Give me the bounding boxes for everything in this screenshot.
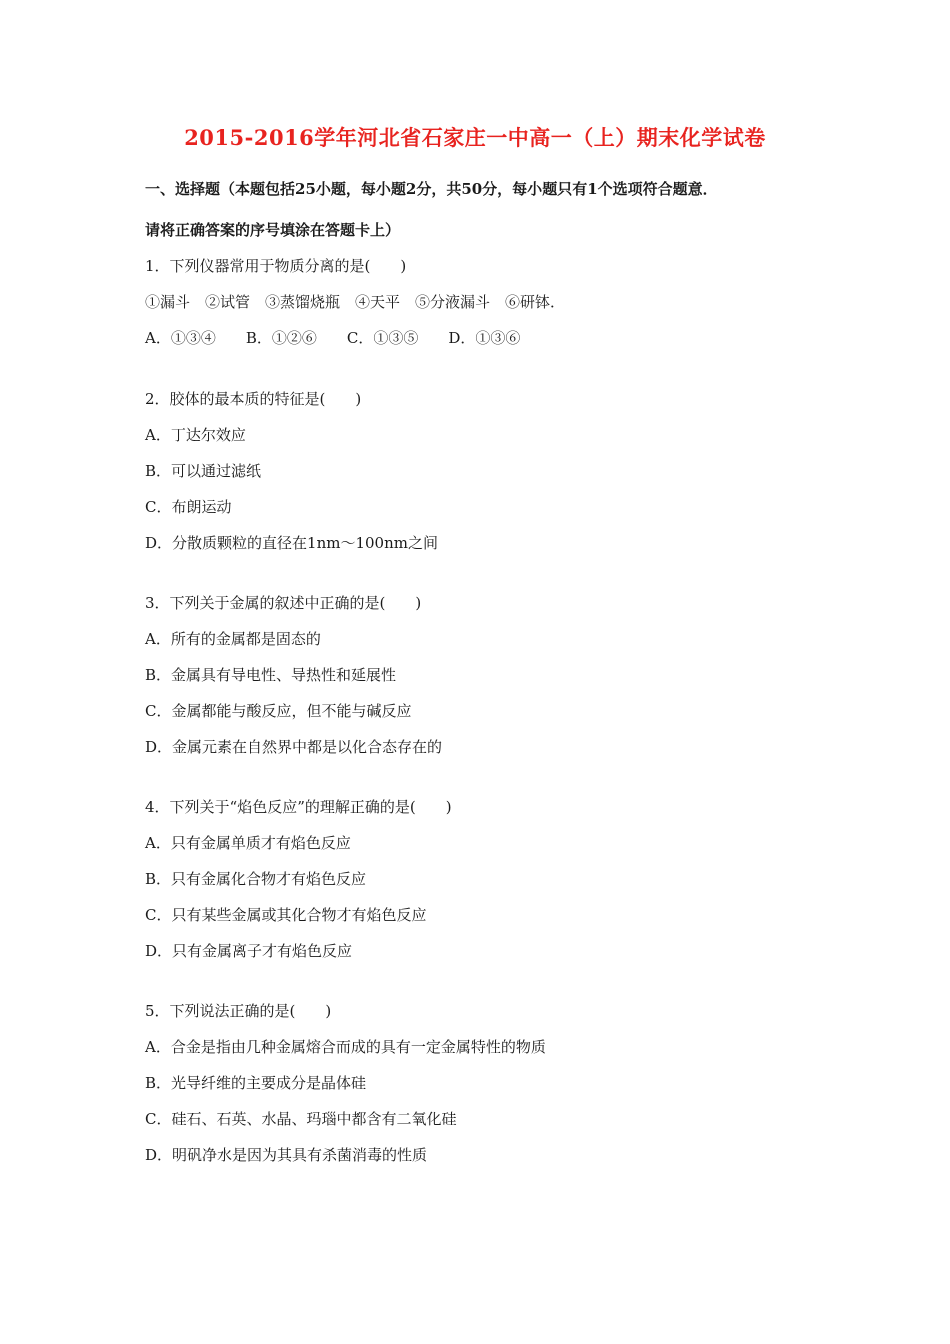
page-title: 2015-2016学年河北省石家庄一中高一（上）期末化学试卷 bbox=[184, 125, 766, 150]
question-4-stem: 4．下列关于“焰色反应”的理解正确的是( ) bbox=[145, 798, 452, 816]
question-4-option-c: C．只有某些金属或其化合物才有焰色反应 bbox=[145, 906, 427, 924]
question-5-stem: 5．下列说法正确的是( ) bbox=[145, 1002, 332, 1020]
question-3-option-a: A．所有的金属都是固态的 bbox=[145, 630, 321, 648]
question-1-options: A．①③④ B．①②⑥ C．①③⑤ D．①③⑥ bbox=[145, 329, 521, 347]
question-3-option-d: D．金属元素在自然界中都是以化合态存在的 bbox=[145, 738, 443, 756]
question-5-option-c: C．硅石、石英、水晶、玛瑙中都含有二氧化硅 bbox=[145, 1110, 457, 1128]
question-4-option-d: D．只有金属离子才有焰色反应 bbox=[145, 942, 353, 960]
question-3-option-c: C．金属都能与酸反应，但不能与碱反应 bbox=[145, 702, 412, 720]
question-2-option-b: B．可以通过滤纸 bbox=[145, 462, 262, 480]
question-2-option-d: D．分散质颗粒的直径在1nm～100nm之间 bbox=[145, 534, 438, 552]
question-4-option-a: A．只有金属单质才有焰色反应 bbox=[145, 834, 351, 852]
question-1-items: ①漏斗 ②试管 ③蒸馏烧瓶 ④天平 ⑤分液漏斗 ⑥研钵． bbox=[145, 293, 566, 311]
question-2-stem: 2．胶体的最本质的特征是( ) bbox=[145, 390, 362, 408]
question-5-option-a: A．合金是指由几种金属熔合而成的具有一定金属特性的物质 bbox=[145, 1038, 546, 1056]
question-3-option-b: B．金属具有导电性、导热性和延展性 bbox=[145, 666, 397, 684]
section-heading-line-2: 请将正确答案的序号填涂在答题卡上） bbox=[145, 221, 401, 239]
question-5-option-b: B．光导纤维的主要成分是晶体硅 bbox=[145, 1074, 367, 1092]
question-3-stem: 3．下列关于金属的叙述中正确的是( ) bbox=[145, 594, 422, 612]
question-2-option-c: C．布朗运动 bbox=[145, 498, 232, 516]
question-5-option-d: D．明矾净水是因为其具有杀菌消毒的性质 bbox=[145, 1146, 428, 1164]
question-4-option-b: B．只有金属化合物才有焰色反应 bbox=[145, 870, 367, 888]
section-heading-line-1: 一、选择题（本题包括25小题，每小题2分，共50分，每小题只有1个选项符合题意． bbox=[145, 180, 718, 198]
question-1-stem: 1．下列仪器常用于物质分离的是( ) bbox=[145, 257, 407, 275]
question-2-option-a: A．丁达尔效应 bbox=[145, 426, 246, 444]
